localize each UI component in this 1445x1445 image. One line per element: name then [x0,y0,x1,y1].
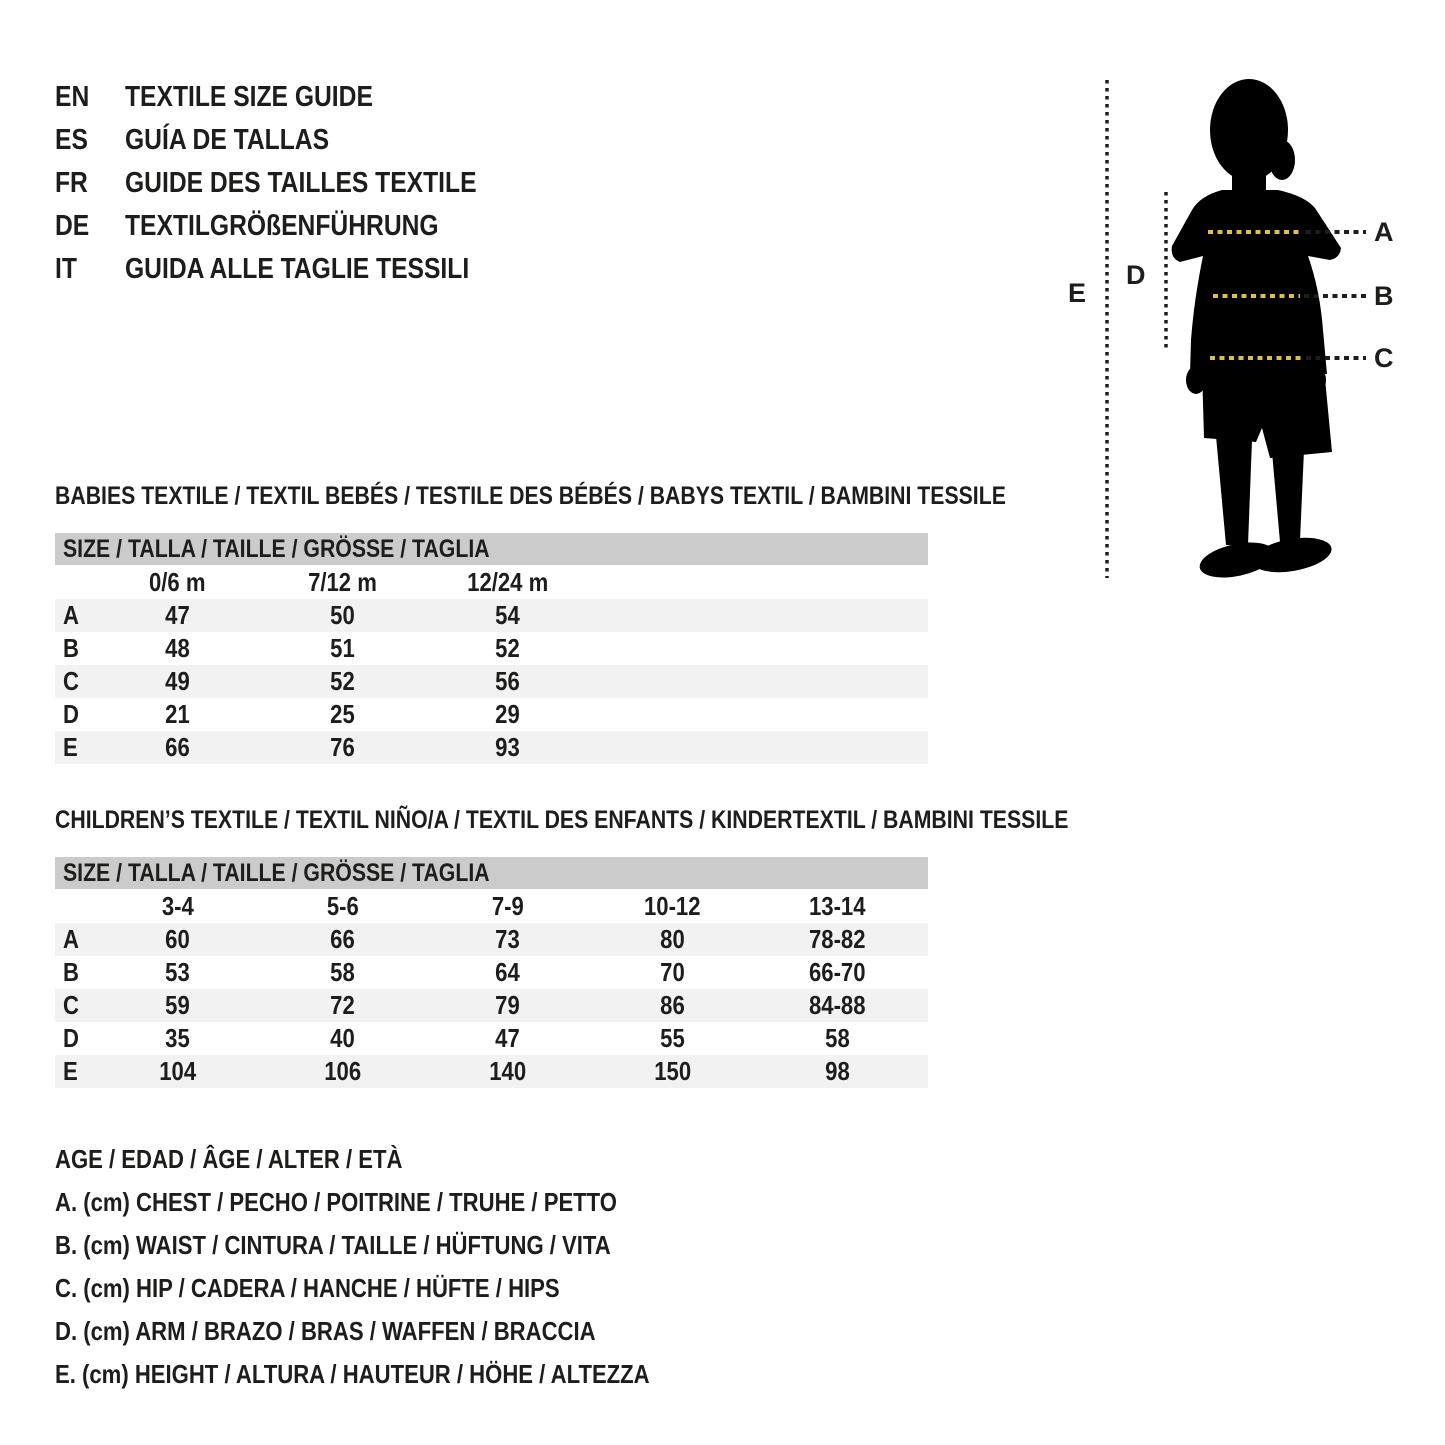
row-label: C [63,666,79,696]
guide-title: TEXTILGRÖßENFÜHRUNG [125,210,439,242]
column-header: 7-9 [491,890,524,921]
language-code: FR [55,167,88,199]
legend-line-age: AGE / EDAD / ÂGE / ALTER / ETÀ [55,1144,403,1174]
guide-title: GUÍA DE TALLAS [125,124,330,156]
table-row: E 66 76 93 [55,731,928,764]
legend-line-chest: A. (cm) CHEST / PECHO / POITRINE / TRUHE / PETTO [55,1187,617,1217]
language-row [55,119,539,162]
language-code: ES [55,124,88,156]
language-row [55,205,539,248]
row-label: D [63,699,79,729]
label-a: A [1374,217,1394,247]
babies-section-title: BABIES TEXTILE / TEXTIL BEBÉS / TESTILE DES BÉBÉS / BABYS TEXTIL / BAMBINI TESSILE [55,482,1006,510]
size-header-bar: SIZE / TALLA / TAILLE / GRÖSSE / TAGLIA [55,857,928,889]
row-label: A [63,600,79,630]
child-silhouette [1172,79,1341,584]
childrens-size-table [55,857,928,1088]
column-header: 0/6 m [149,566,206,597]
row-label: C [63,990,79,1020]
table-row: E 104 106 140 150 98 [55,1055,928,1088]
language-row [55,76,539,119]
measurement-figure [1060,55,1445,595]
label-e: E [1068,278,1087,308]
column-header: 10-12 [644,890,701,921]
column-header-row [55,889,928,923]
size-header-bar: SIZE / TALLA / TAILLE / GRÖSSE / TAGLIA [55,533,928,565]
table-row: A 60 66 73 80 78-82 [55,923,928,956]
label-d: D [1126,260,1146,290]
language-code: EN [55,81,90,113]
label-c: C [1374,343,1394,373]
table-row: A 47 50 54 [55,599,928,632]
column-header-row [55,565,928,599]
table-row: D 35 40 47 55 58 [55,1022,928,1055]
measurement-legend [55,1138,755,1396]
guide-title: GUIDA ALLE TAGLIE TESSILI [125,253,470,285]
legend-line-arm: D. (cm) ARM / BRAZO / BRAS / WAFFEN / BRACCIA [55,1316,596,1346]
label-b: B [1374,281,1394,311]
legend-line-height: E. (cm) HEIGHT / ALTURA / HAUTEUR / HÖHE / ALTEZZA [55,1359,650,1389]
table-row: C 49 52 56 [55,665,928,698]
table-row: B 48 51 52 [55,632,928,665]
language-code: IT [55,253,77,285]
language-code: DE [55,210,90,242]
guide-title: GUIDE DES TAILLES TEXTILE [125,167,477,199]
language-row [55,248,539,291]
legend-line-hip: C. (cm) HIP / CADERA / HANCHE / HÜFTE / HIPS [55,1273,560,1303]
table-row: B 53 58 64 70 66-70 [55,956,928,989]
column-header: 3-4 [161,890,194,921]
table-row: C 59 72 79 86 84-88 [55,989,928,1022]
guide-title: TEXTILE SIZE GUIDE [125,81,373,113]
legend-line-waist: B. (cm) WAIST / CINTURA / TAILLE / HÜFTUNG / VITA [55,1230,611,1260]
row-label: E [63,1056,78,1086]
row-label: B [63,633,79,663]
column-header: 12/24 m [466,566,549,597]
childrens-section-title: CHILDREN’S TEXTILE / TEXTIL NIÑO/A / TEXTIL DES ENFANTS / KINDERTEXTIL / BAMBINI TESSILE [55,806,1069,834]
babies-size-table [55,533,928,764]
row-label: E [63,732,78,762]
row-label: D [63,1023,79,1053]
language-row [55,162,539,205]
row-label: A [63,924,79,954]
column-header: 5-6 [326,890,359,921]
row-label: B [63,957,79,987]
column-header: 7/12 m [308,566,377,597]
table-row: D 21 25 29 [55,698,928,731]
language-title-block [55,76,539,291]
column-header: 13-14 [809,890,866,921]
